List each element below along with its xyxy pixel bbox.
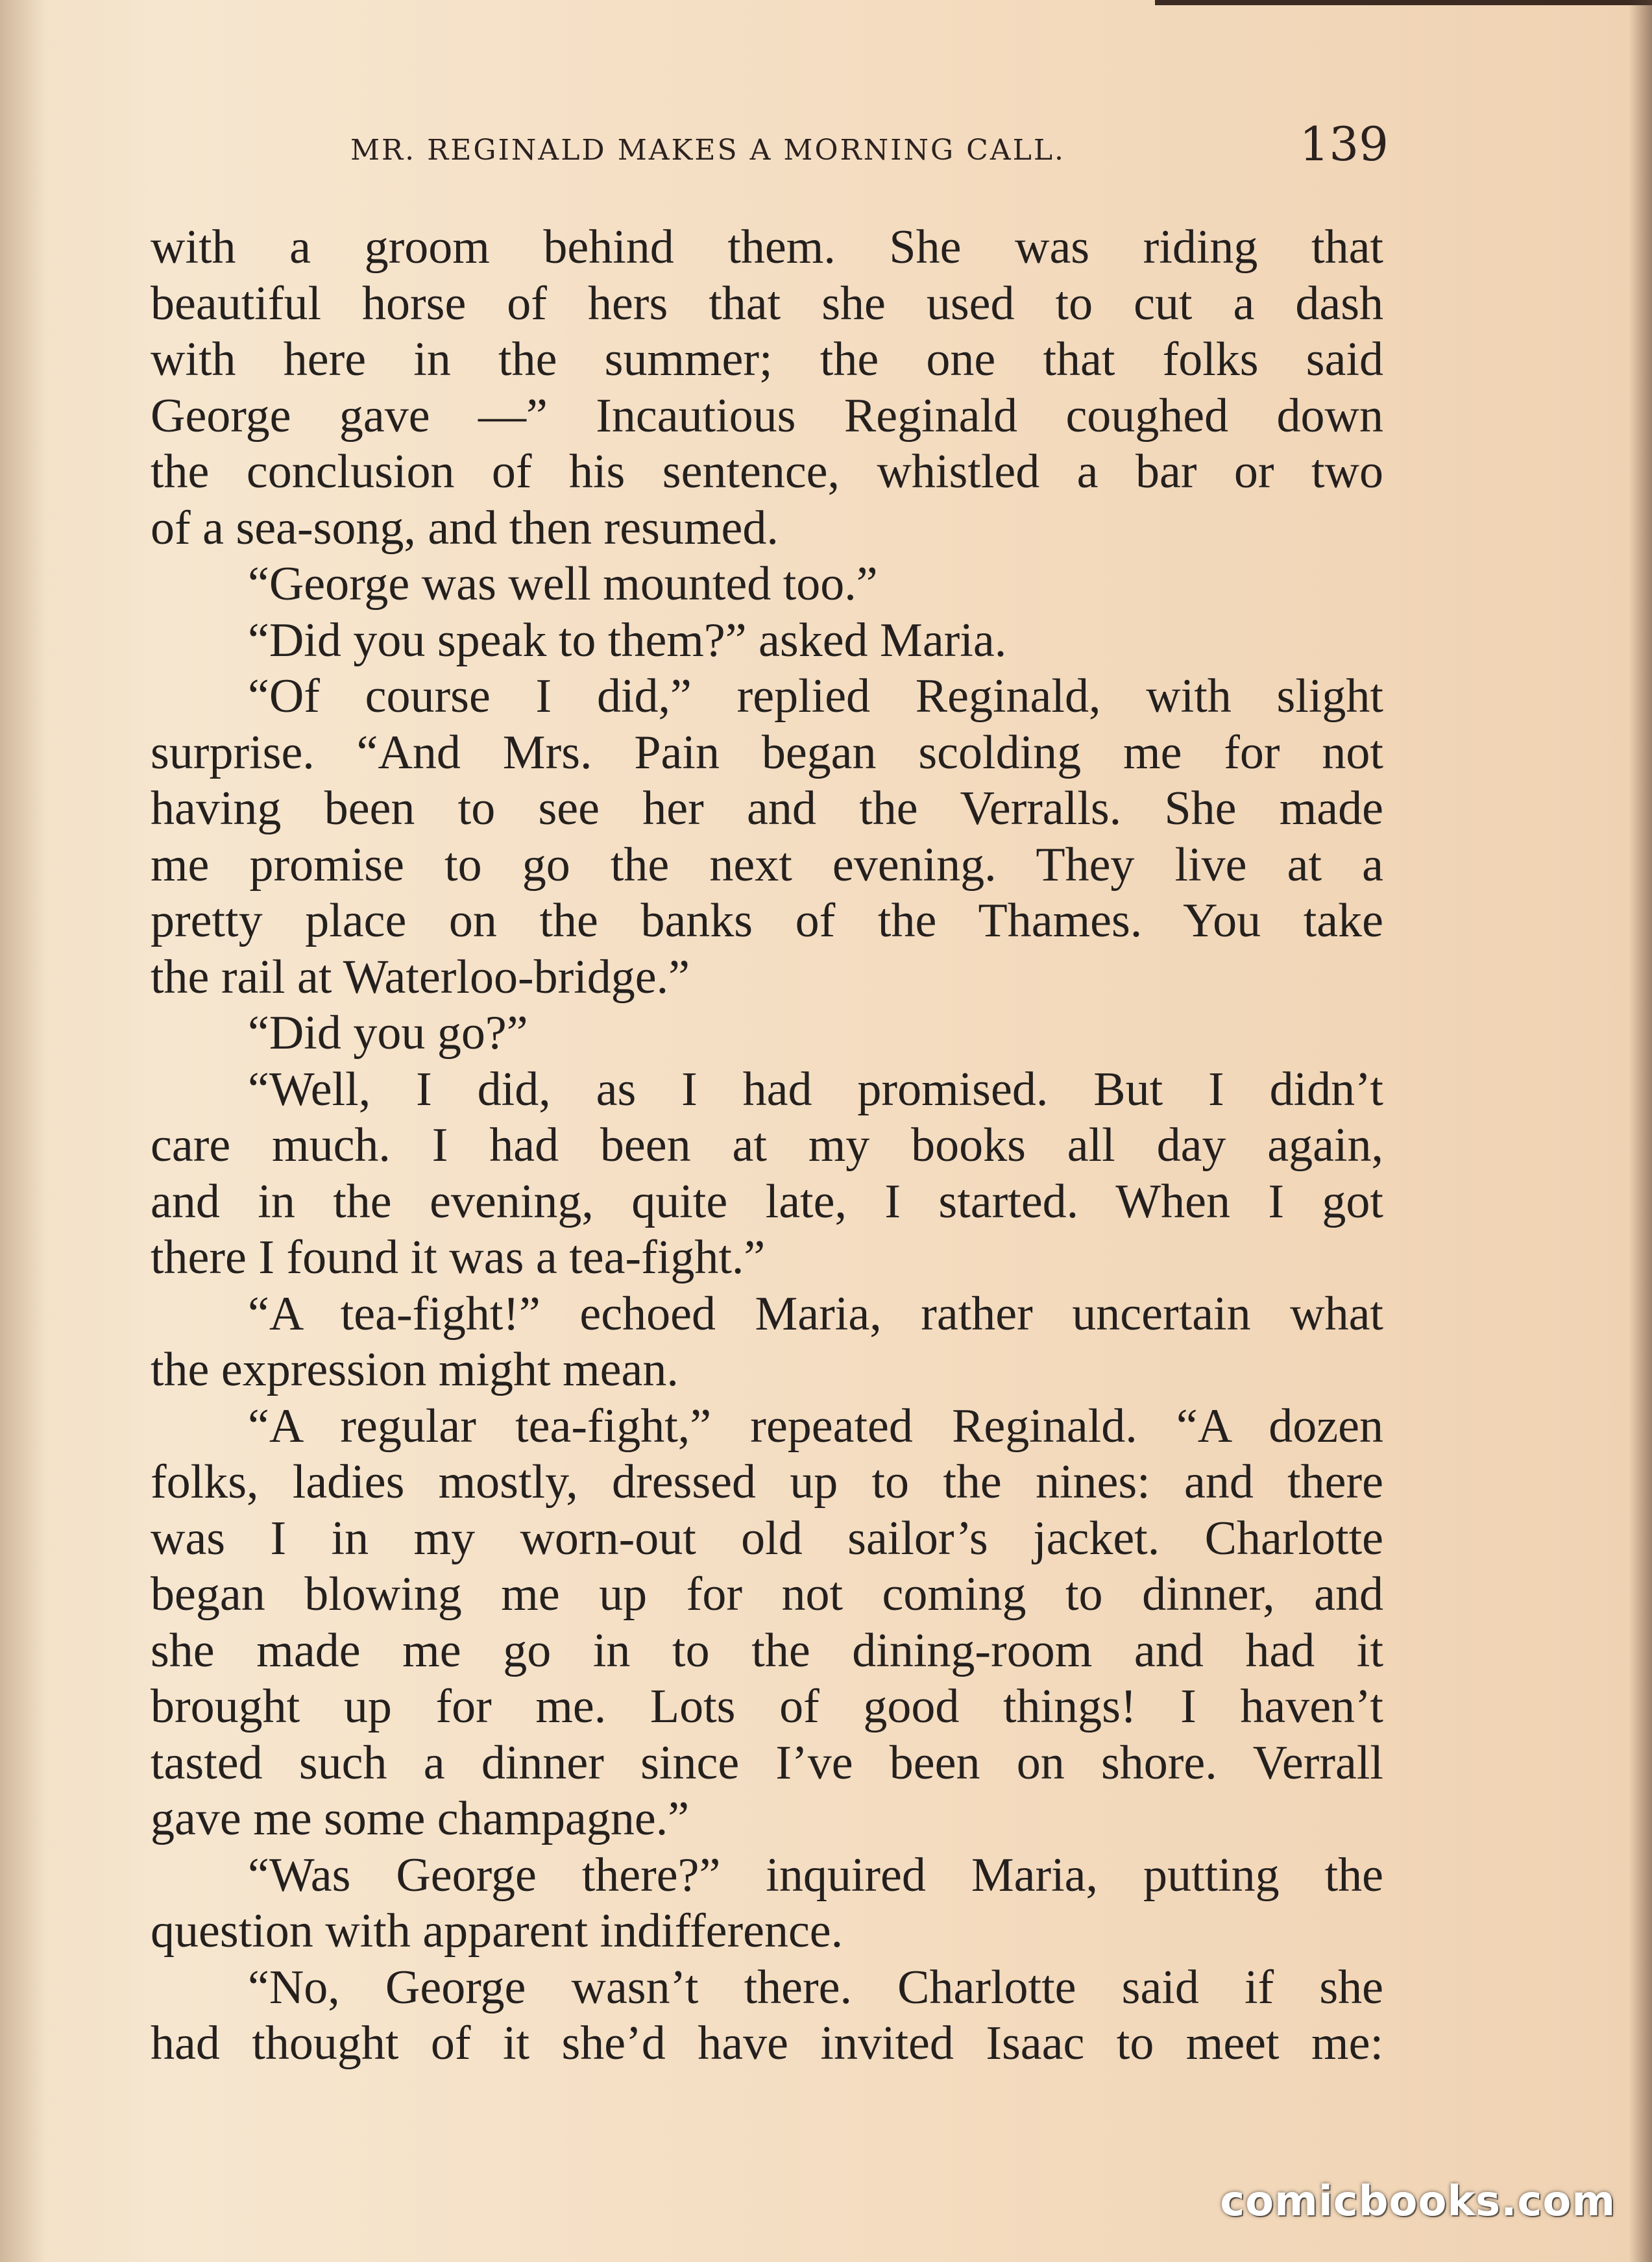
text-line: “Well, I did, as I had promised. But I didn’t bbox=[248, 1062, 1383, 1116]
text-line: the conclusion of his sentence, whistled a bar or two bbox=[151, 445, 1383, 498]
text-line: gave me some champagne.” bbox=[151, 1792, 690, 1845]
text-line: with a groom behind them. She was riding that bbox=[151, 221, 1383, 274]
text-line: “Did you go?” bbox=[248, 1006, 528, 1060]
text-line: the rail at Waterloo-bridge.” bbox=[151, 950, 690, 1004]
text-line: with here in the summer; the one that folks said bbox=[151, 333, 1383, 386]
text-line: tasted such a dinner since I’ve been on shore. Verrall bbox=[151, 1736, 1383, 1790]
text-line: beautiful horse of hers that she used to cut a dash bbox=[151, 276, 1383, 330]
text-line: the expression might mean. bbox=[151, 1343, 679, 1396]
text-line: and in the evening, quite late, I started. When I got bbox=[151, 1174, 1383, 1228]
text-line: there I found it was a tea-fight.” bbox=[151, 1231, 766, 1284]
text-line: folks, ladies mostly, dressed up to the nines: and there bbox=[151, 1455, 1383, 1509]
text-line: began blowing me up for not coming to dinner, and bbox=[151, 1568, 1383, 1621]
text-line: “A regular tea-fight,” repeated Reginald. “A dozen bbox=[248, 1399, 1383, 1453]
text-line: had thought of it she’d have invited Isaac to meet me: bbox=[151, 2017, 1383, 2070]
text-line: brought up for me. Lots of good things! I haven’t bbox=[151, 1680, 1383, 1733]
text-line: George gave —” Incautious Reginald coughed down bbox=[151, 389, 1383, 443]
text-line: care much. I had been at my books all day again, bbox=[151, 1119, 1383, 1172]
text-line: “Did you speak to them?” asked Maria. bbox=[248, 613, 1007, 667]
body-text bbox=[151, 219, 1383, 2072]
text-line: “Was George there?” inquired Maria, putting the bbox=[248, 1848, 1383, 1902]
text-line: “Of course I did,” replied Reginald, with slight bbox=[248, 670, 1383, 723]
page-number: 139 bbox=[1299, 117, 1389, 171]
text-line: pretty place on the banks of the Thames. You take bbox=[151, 894, 1383, 947]
page-header bbox=[350, 117, 1389, 182]
page-edge-shadow bbox=[1629, 0, 1652, 2262]
text-line: me promise to go the next evening. They live at a bbox=[151, 838, 1383, 892]
running-head: MR. REGINALD MAKES A MORNING CALL. bbox=[350, 134, 1066, 167]
text-line: she made me go in to the dining-room and had it bbox=[151, 1624, 1383, 1677]
top-edge-rule bbox=[1155, 0, 1652, 5]
text-line: “No, George wasn’t there. Charlotte said if she bbox=[248, 1960, 1383, 2014]
text-line: question with apparent indifference. bbox=[151, 1904, 844, 1958]
text-line: “A tea-fight!” echoed Maria, rather uncertain what bbox=[248, 1287, 1383, 1341]
watermark: comicbooks.com bbox=[1220, 2178, 1616, 2226]
text-line: surprise. “And Mrs. Pain began scolding me for not bbox=[151, 725, 1383, 779]
page-gutter-shadow bbox=[0, 0, 45, 2262]
text-line: of a sea-song, and then resumed. bbox=[151, 501, 779, 555]
text-line: was I in my worn-out old sailor’s jacket. Charlotte bbox=[151, 1511, 1383, 1565]
text-line: having been to see her and the Verralls. She made bbox=[151, 782, 1383, 835]
text-line: “George was well mounted too.” bbox=[248, 557, 878, 611]
